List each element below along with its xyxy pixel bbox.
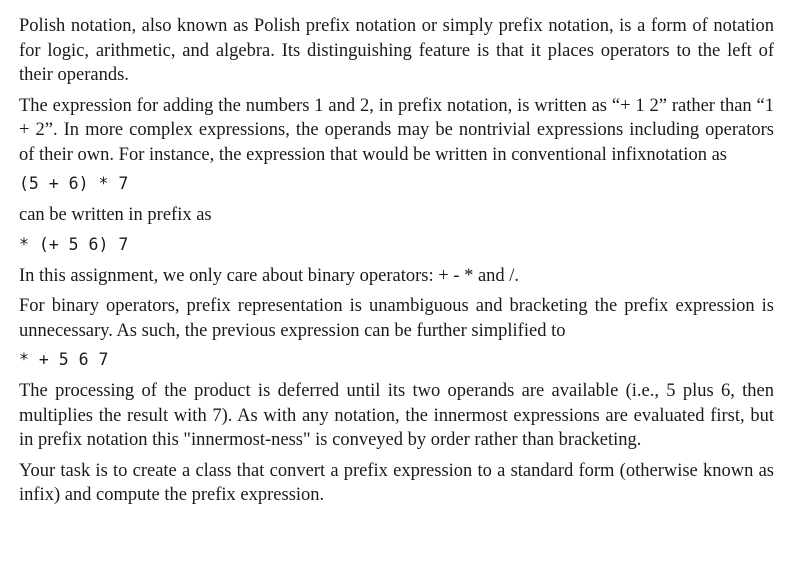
paragraph-prefix-lead: can be written in prefix as — [19, 205, 212, 225]
paragraph-intro: Polish notation, also known as Polish prefix notation or simply prefix notation, is a form of notation for logic, arithmetic, and algebra. Its distinguishing feature is that it places operators to the left of their operands. — [19, 16, 774, 85]
paragraph-unambiguous: For binary operators, prefix representation is unambiguous and bracketing the prefix expression is unnecessary. As such, the previous expression can be further simplified to — [19, 296, 774, 341]
code-prefix-simplified: * + 5 6 7 — [19, 350, 109, 369]
paragraph-binary-operators: In this assignment, we only care about binary operators: + - * and /. — [19, 265, 520, 286]
paragraph-processing: The processing of the product is deferred until its two operands are available (i.e., 5 plus 6, then multiplies the result with 7). As with any notation, the innermost expressions are evaluated first, but in prefix notation this "innermost-ness" is conveyed by order rather than bracketing. — [19, 381, 774, 450]
code-infix-example: (5 + 6) * 7 — [19, 174, 129, 193]
paragraph-task: Your task is to create a class that convert a prefix expression to a standard form (otherwise known as infix) and compute the prefix expression. — [19, 460, 774, 505]
paragraph-example: The expression for adding the numbers 1 and 2, in prefix notation, is written as “+ 1 2” rather than “1 + 2”. In more complex expressions, the operands may be nontrivial expressions including operators of their own. For instance, the expression that would be written in conventional infixnotation as — [19, 95, 774, 165]
code-prefix-bracketed: * (+ 5 6) 7 — [19, 234, 129, 254]
document-body — [19, 14, 774, 514]
